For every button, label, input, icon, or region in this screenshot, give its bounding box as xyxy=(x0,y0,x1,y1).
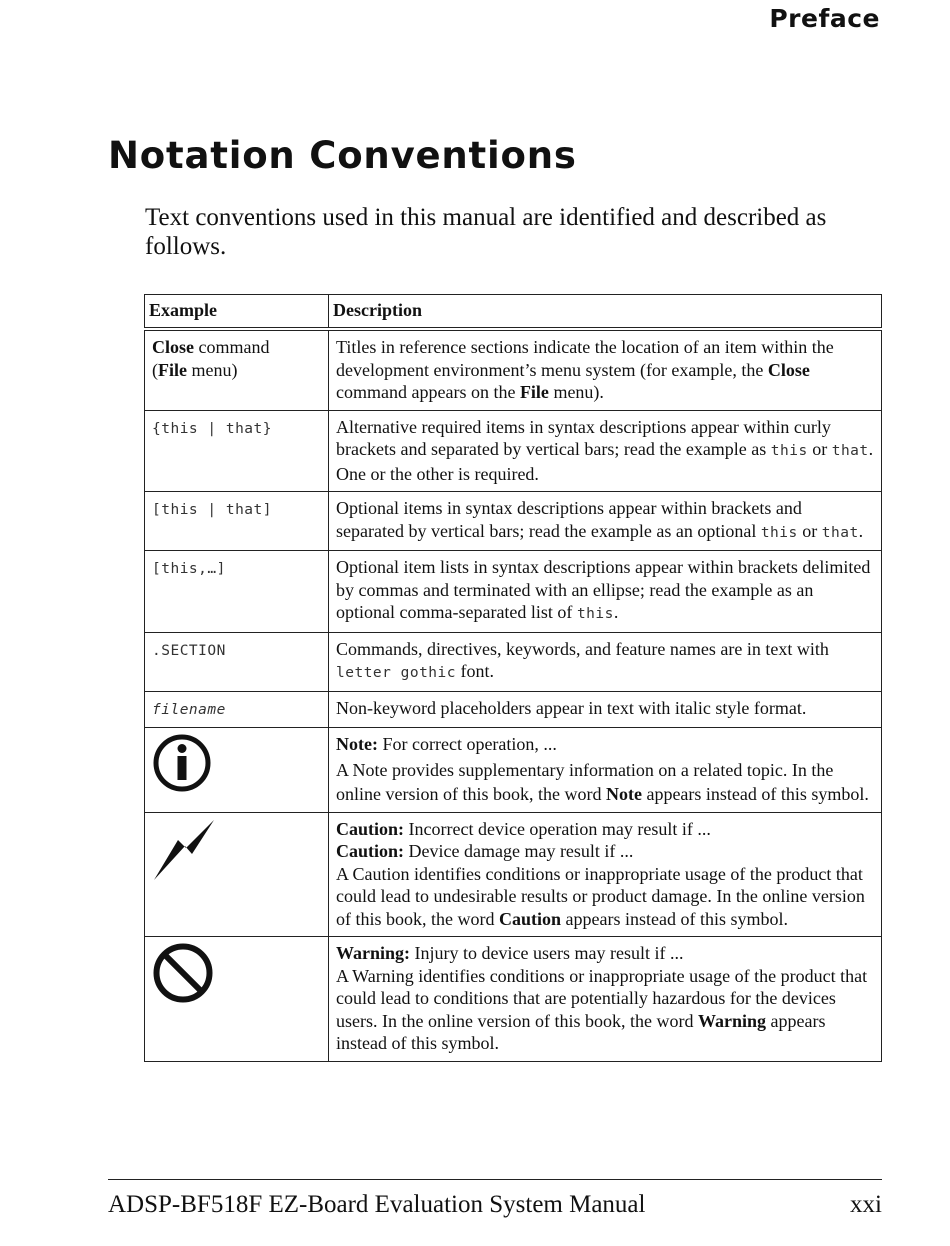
desc-text: Alternative required items in syntax descriptions appear within curly brackets and separated by vertical bars; read the example as xyxy=(336,416,831,459)
description-cell xyxy=(329,410,882,492)
desc-text: Incorrect device operation may result if ... xyxy=(404,818,711,839)
column-header-example: Example xyxy=(145,295,329,330)
footer-manual-title: ADSP-BF518F EZ-Board Evaluation System Manual xyxy=(108,1191,646,1218)
desc-text: Injury to device users may result if ... xyxy=(410,943,684,963)
table-row xyxy=(145,812,882,937)
table-header-row xyxy=(145,295,882,330)
desc-text: . One or the other is required. xyxy=(336,439,874,484)
desc-bold: Note: xyxy=(336,734,378,754)
footer-page-number: xxi xyxy=(850,1191,882,1218)
desc-code: that xyxy=(821,524,859,541)
desc-bold: Caution: xyxy=(336,818,405,839)
desc-text: A Warning identifies conditions or inappropriate usage of the product that could lead to conditions that are potentially hazardous for the devices users. In the online version of this book, the word xyxy=(336,965,868,1031)
example-cell xyxy=(145,329,329,410)
example-cell xyxy=(145,551,329,633)
desc-text: A Note provides supplementary information on a related topic. In the online version of this book, the word xyxy=(336,759,834,804)
desc-bold: File xyxy=(519,382,549,402)
example-code: [this,…] xyxy=(152,561,226,577)
icon-cell xyxy=(145,812,329,937)
example-cell xyxy=(145,492,329,551)
table-row xyxy=(145,632,882,691)
desc-text: command appears on the xyxy=(336,382,520,402)
example-cell xyxy=(145,632,329,691)
caution-body xyxy=(336,863,874,931)
description-cell xyxy=(329,551,882,633)
desc-code: this xyxy=(770,443,808,459)
footer-divider xyxy=(108,1179,882,1180)
icon-cell xyxy=(145,728,329,813)
desc-bold: Close xyxy=(767,359,810,380)
desc-text: appears instead of this symbol. xyxy=(561,908,788,929)
column-header-description: Description xyxy=(329,295,882,330)
desc-text: For correct operation, ... xyxy=(377,734,557,754)
desc-bold: Caution: xyxy=(336,841,405,861)
example-placeholder: filename xyxy=(152,701,226,718)
example-cell xyxy=(145,691,329,728)
page-title: Notation Conventions xyxy=(108,134,577,177)
desc-text: appears instead of this symbol. xyxy=(641,783,869,804)
desc-code: this xyxy=(576,606,614,622)
desc-bold: Warning: xyxy=(336,943,411,963)
desc-code: letter gothic xyxy=(336,665,456,681)
description-cell xyxy=(329,492,882,551)
note-line xyxy=(336,733,874,756)
table-row xyxy=(145,937,882,1062)
example-text: menu) xyxy=(187,359,238,380)
example-code: {this | that} xyxy=(152,420,272,437)
table-row xyxy=(145,492,882,551)
notation-table xyxy=(144,294,882,1062)
description-cell xyxy=(329,937,882,1062)
example-bold: File xyxy=(158,359,187,380)
desc-text: or xyxy=(807,439,832,459)
desc-text: . xyxy=(858,520,864,541)
desc-text: Titles in reference sections indicate the location of an item within the development environment’s menu system (for example, the xyxy=(336,337,834,380)
table-row xyxy=(145,691,882,728)
intro-paragraph: Text conventions used in this manual are identified and described as follows. xyxy=(145,204,827,260)
icon-cell xyxy=(145,937,329,1062)
desc-text: Optional item lists in syntax descriptions appear within brackets delimited by commas and terminated with an ellipse; read the example as an optional comma-separated list of xyxy=(336,557,871,622)
desc-text: Commands, directives, keywords, and feature names are in text with xyxy=(336,638,829,659)
example-bold: Close xyxy=(152,337,194,357)
desc-bold: Note xyxy=(605,783,642,804)
table-row xyxy=(145,329,882,410)
desc-text: Device damage may result if ... xyxy=(404,841,634,861)
desc-bold: Caution xyxy=(498,908,561,929)
table-row xyxy=(145,410,882,492)
example-text: command xyxy=(194,337,270,357)
description-cell xyxy=(329,728,882,813)
note-body xyxy=(336,758,874,806)
desc-text: . xyxy=(613,602,619,622)
desc-text: Optional items in syntax descriptions appear within brackets and separated by vertical bars; read the example as an optional xyxy=(336,498,802,541)
desc-text: A Caution identifies conditions or inappropriate usage of the product that could lead to undesirable results or product damage. In the online version of this book, the word xyxy=(336,863,865,929)
description-cell xyxy=(329,691,882,728)
desc-code: that xyxy=(831,443,869,459)
running-header: Preface xyxy=(769,4,880,33)
example-cell xyxy=(145,410,329,492)
table-row xyxy=(145,551,882,633)
lightning-icon xyxy=(152,818,216,882)
description-cell xyxy=(329,632,882,691)
desc-text: menu). xyxy=(548,382,604,402)
desc-text: or xyxy=(797,520,822,541)
example-text: ( xyxy=(152,359,158,380)
desc-bold: Warning xyxy=(697,1010,766,1031)
desc-text: Non-keyword placeholders appear in text with italic style format. xyxy=(336,697,807,718)
desc-code: this xyxy=(760,524,798,541)
table-row xyxy=(145,728,882,813)
desc-text: appears instead of this symbol. xyxy=(336,1010,826,1053)
warning-line xyxy=(336,942,874,965)
description-cell xyxy=(329,329,882,410)
example-code: .SECTION xyxy=(152,642,226,659)
info-icon xyxy=(152,733,212,793)
example-code: [this | that] xyxy=(152,502,272,518)
caution-line xyxy=(336,840,874,863)
caution-line xyxy=(336,818,874,841)
desc-text: font. xyxy=(456,661,494,681)
description-cell xyxy=(329,812,882,937)
warning-body xyxy=(336,965,874,1055)
prohibited-icon xyxy=(152,942,214,1004)
